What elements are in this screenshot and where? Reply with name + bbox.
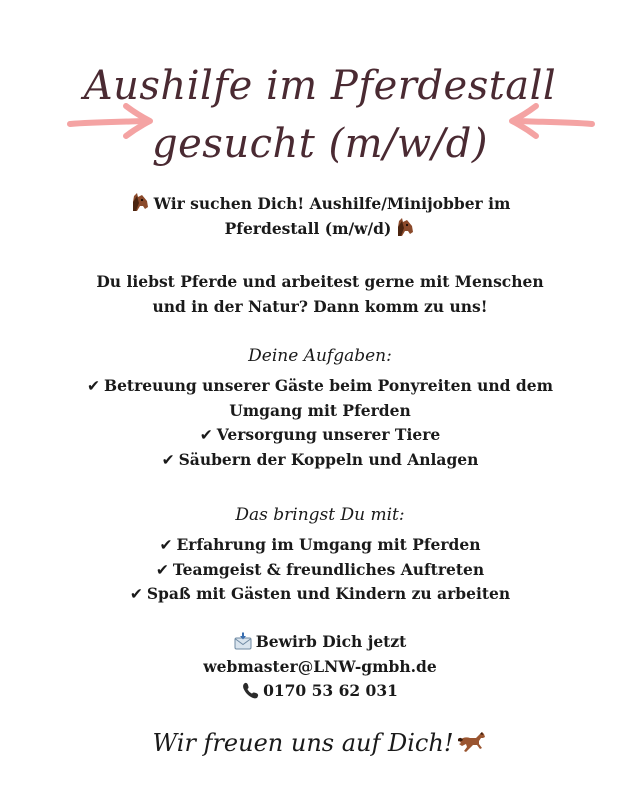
requirement-item-2-text: Teamgeist & freundliches Auftreten bbox=[172, 559, 485, 579]
task-item-1-text: Betreuung unserer Gäste beim Ponyreiten und dem bbox=[103, 376, 554, 395]
closing-line bbox=[0, 728, 640, 758]
apply-text: Bewirb Dich jetzt bbox=[255, 632, 407, 651]
envelope-download-icon bbox=[234, 632, 252, 650]
intro-text-1: Wir suchen Dich! Aushilfe/Minijobber im bbox=[153, 194, 511, 213]
intro-section bbox=[0, 192, 640, 241]
requirement-item-3 bbox=[0, 582, 640, 607]
task-item-1 bbox=[0, 374, 640, 399]
tasks-heading: Deine Aufgaben: bbox=[248, 346, 392, 366]
check-mark-icon: ✔ bbox=[129, 585, 143, 603]
email-address[interactable]: webmaster@LNW-gmbh.de bbox=[203, 656, 437, 676]
requirement-item-1-text: Erfahrung im Umgang mit Pferden bbox=[176, 535, 481, 554]
requirement-item-3-text: Spaß mit Gästen und Kindern zu arbeiten bbox=[146, 584, 511, 603]
phone-line bbox=[0, 679, 640, 704]
requirement-item-2 bbox=[0, 558, 640, 583]
check-mark-icon: ✔ bbox=[199, 426, 213, 444]
question-line-1: Du liebst Pferde und arbeitest gerne mit Menschen bbox=[96, 272, 544, 291]
apply-line bbox=[0, 630, 640, 655]
horse-face-icon bbox=[130, 192, 150, 212]
check-mark-icon: ✔ bbox=[159, 536, 173, 554]
task-item-3-text: Säubern der Koppeln und Anlagen bbox=[178, 449, 479, 469]
intro-line-2 bbox=[0, 217, 640, 242]
task-item-3 bbox=[0, 448, 640, 473]
question-section bbox=[0, 270, 640, 319]
running-horse-icon bbox=[457, 731, 487, 753]
requirements-heading: Das bringst Du mit: bbox=[235, 505, 405, 525]
task-item-2-text: Versorgung unserer Tiere bbox=[216, 425, 441, 444]
contact-section bbox=[0, 630, 640, 704]
telephone-icon bbox=[242, 682, 259, 699]
page-title-line-1: Aushilfe im Pferdestall bbox=[83, 63, 557, 109]
task-item-2 bbox=[0, 423, 640, 448]
check-mark-icon: ✔ bbox=[86, 377, 100, 395]
closing-text: Wir freuen uns auf Dich! bbox=[152, 729, 454, 757]
closing-section bbox=[0, 728, 640, 758]
check-mark-icon: ✔ bbox=[155, 560, 169, 579]
tasks-section bbox=[0, 344, 640, 472]
task-item-1-continued: Umgang mit Pferden bbox=[229, 400, 411, 420]
requirements-section bbox=[0, 503, 640, 607]
question-line-2: und in der Natur? Dann komm zu uns! bbox=[152, 296, 488, 316]
intro-line-1 bbox=[0, 192, 640, 217]
requirement-item-1 bbox=[0, 533, 640, 558]
page-title-line-2: gesucht (m/w/d) bbox=[152, 121, 488, 167]
intro-text-2: Pferdestall (m/w/d) bbox=[224, 218, 392, 238]
horse-face-icon bbox=[395, 217, 415, 237]
check-mark-icon: ✔ bbox=[161, 450, 175, 469]
phone-number[interactable]: 0170 53 62 031 bbox=[263, 681, 398, 700]
